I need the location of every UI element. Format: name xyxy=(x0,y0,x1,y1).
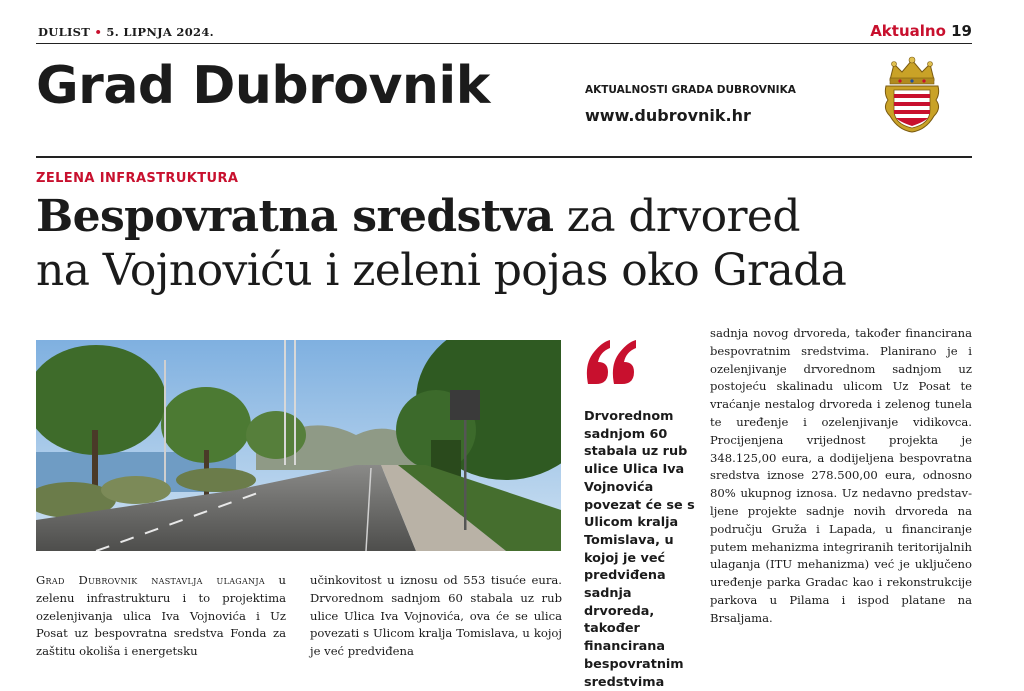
page-number: 19 xyxy=(951,22,972,40)
quote-mark-icon xyxy=(584,334,638,386)
top-rule xyxy=(36,43,972,44)
street-photo xyxy=(36,340,561,551)
headline-line2: na Vojnoviću i zeleni pojas oko Grada xyxy=(36,245,847,296)
masthead-rule xyxy=(36,156,972,158)
headline-rest: za drvored xyxy=(553,191,800,242)
pull-quote: Drvorednom sadnjom 60 stabala uz rub ulice Ulica Iva Vojnovića povezat će se s Ulicom kralja Tomislava, u kojoj je već predviđena sadnja drvoreda, također financirana bespovratnim sredstvima xyxy=(584,409,695,690)
section-page-indicator xyxy=(870,22,972,40)
masthead-tagline: AKTUALNOSTI GRADA DUBROVNIKA xyxy=(585,84,796,96)
article-lead: Grad Dubrovnik nastavlja ulaganja xyxy=(36,573,265,587)
issue-date: 5. LIPNJA 2024. xyxy=(106,25,214,39)
dubrovnik-coat-of-arms-icon xyxy=(880,54,944,134)
article-headline xyxy=(36,190,986,298)
issue-info xyxy=(38,25,214,39)
masthead-website: www.dubrovnik.hr xyxy=(585,106,751,125)
section-name: Aktualno xyxy=(870,22,946,40)
publication-name: DULIST xyxy=(38,25,91,39)
article-kicker: ZELENA INFRASTRUKTURA xyxy=(36,171,239,186)
column-1-text: u zelenu infrastrukturu i to projektima ozelenjivanja ulica Iva Vojnovića i Uz Posat uz bespovratna sredstva Fonda za zaštitu okoliša i energetsku xyxy=(36,573,286,659)
headline-bold: Bespovratna sredstva xyxy=(36,191,554,242)
separator-dot: • xyxy=(94,25,103,39)
article-column-1 xyxy=(36,572,286,661)
masthead-title: Grad Dubrovnik xyxy=(36,56,490,116)
article-column-4: sadnja novog drvoreda, također financirana bespovratnim sredstvima. Planirano je i ozelenjivanje drvorednom sadnjom uz postojeću skalinadu ulicom Uz Posat te vraćanje nestalog drvoreda i zelenog tunela te uređenje i ozelenjivanje vidikovca. Procijenjena vrijednost projekta je 348.125,00 eura, a dodijeljena bespovratna sredstva iznose 278.500,00 eura, odnosno 80% ukupnog iznosa. Uz nedavno predstavljene projekte sadnje novih drvoreda na području Gruža i Lapada, u financiranje putem mehanizma integriranih teritorijalnih ulaganja (ITU mehanizma) već je uključeno uređenje parka Gradac kao i rekonstrukcije parkova u Pilama i ispod platane na Brsaljama. xyxy=(710,326,972,625)
article-column-2: učinkovitost u iznosu od 553 tisuće eura. Drvorednom sadnjom 60 stabala uz rub ulice Ulica Iva Vojnovića, ova će se ulica povezati s Ulicom kralja Tomislava, u kojoj je već predviđena xyxy=(310,573,562,659)
